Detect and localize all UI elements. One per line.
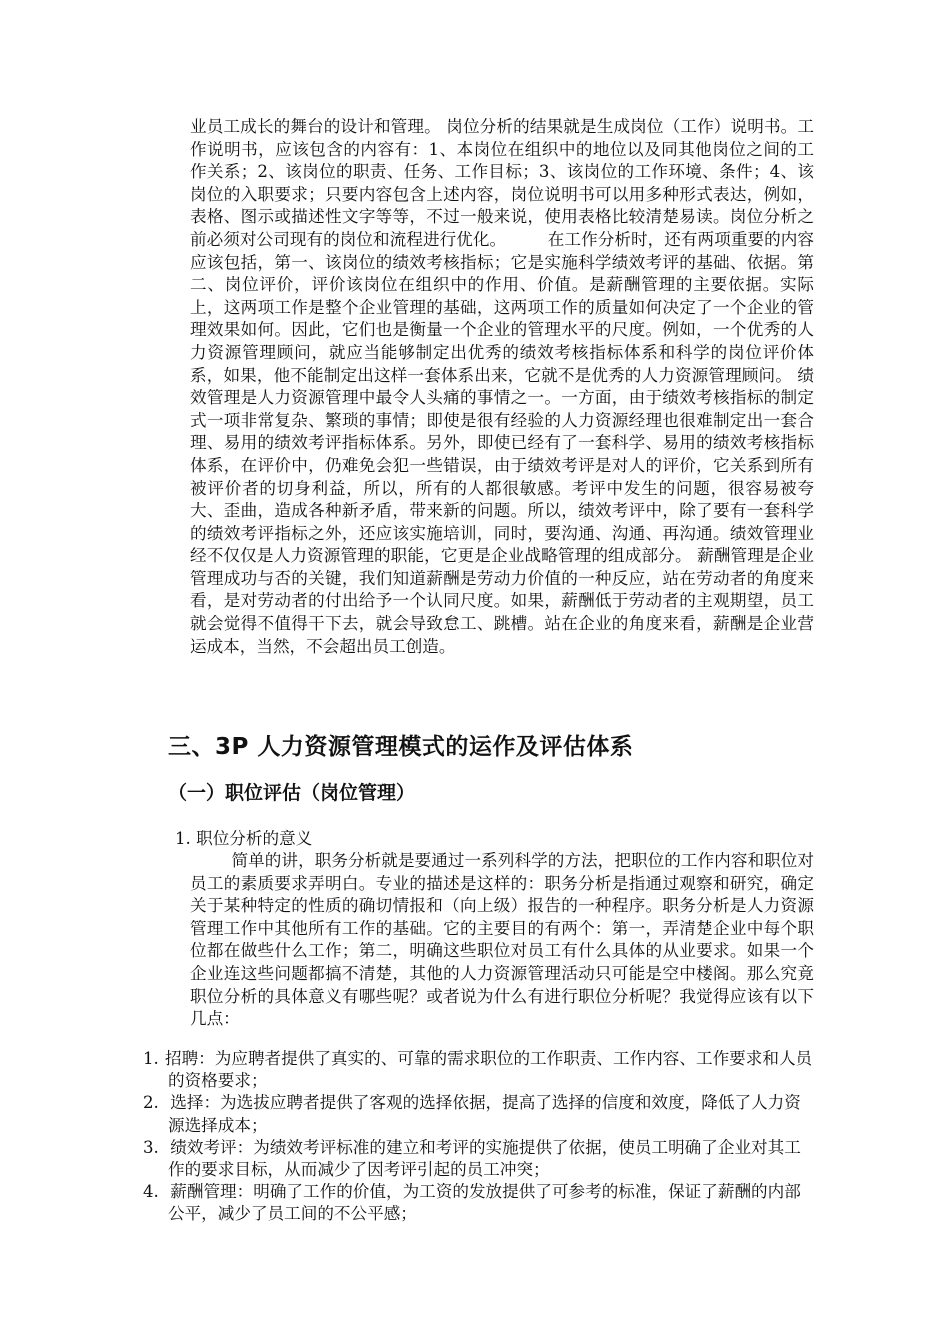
section-title: 三、3P 人力资源管理模式的运作及评估体系 [168,734,634,760]
subsection-title: （一）职位评估（岗位管理） [168,782,416,804]
list-item-text: 薪酬管理：明确了工作的价值，为工资的发放提供了可参考的标准，保证了薪酬的内部公平，减少了员工间的不公平感； [165,1182,801,1224]
numbered-list [143,1048,815,1226]
body-paragraph-meaning: 简单的讲，职务分析就是要通过一系列科学的方法，把职位的工作内容和职位对员工的素质要求弄明白。专业的描述是这样的：职务分析是指通过观察和研究，确定关于某种特定的性质的确切情报和（向上级）报告的一种程序。职务分析是人力资源管理工作中其他所有工作的基础。它的主要目的有两个：第一，弄清楚企业中每个职位都在做些什么工作；第二，明确这些职位对员工有什么具体的从业要求。如果一个企业连这些问题都搞不清楚，其他的人力资源管理活动只可能是空中楼阁。那么究竟职位分析的具体意义有哪些呢？或者说为什么有进行职位分析呢？我觉得应该有以下几点： [190,851,814,1029]
list-item-number: 4. [143,1182,159,1202]
list-item-number: 2. [143,1093,159,1113]
list-item [143,1048,815,1092]
item-heading: 1. 职位分析的意义 [175,829,313,848]
list-item [143,1092,815,1136]
list-item [143,1181,815,1225]
body-paragraph-intro: 业员工成长的舞台的设计和管理。 岗位分析的结果就是生成岗位（工作）说明书。工作说明书，应该包含的内容有：1、本岗位在组织中的地位以及同其他岗位之间的工作关系；2、该岗位的职责、任务、工作目标；3、该岗位的工作环境、条件；4、该岗位的入职要求；只要内容包含上述内容，岗位说明书可以用多种形式表达，例如，表格、图示或描述性文字等等，不过一般来说，使用表格比较清楚易读。岗位分析之前必须对公司现有的岗位和流程进行优化。 在工作分析时，还有两项重要的内容应该包括，第一、该岗位的绩效考核指标；它是实施科学绩效考评的基础、依据。第二、岗位评价，评价该岗位在组织中的作用、价值。是薪酬管理的主要依据。实际上，这两项工作是整个企业管理的基础，这两项工作的质量如何决定了一个企业的管理效果如何。因此，它们也是衡量一个企业的管理水平的尺度。例如，一个优秀的人力资源管理顾问，就应当能够制定出优秀的绩效考核指标体系和科学的岗位评价体系，如果，他不能制定出这样一套体系出来，它就不是优秀的人力资源管理顾问。 绩效管理是人力资源管理中最令人头痛的事情之一。一方面，由于绩效考核指标的制定式一项非常复杂、繁琐的事情；即使是很有经验的人力资源经理也很难制定出一套合理、易用的绩效考评指标体系。另外，即使已经有了一套科学、易用的绩效考核指标体系，在评价中，仍难免会犯一些错误，由于绩效考评是对人的评价，它关系到所有被评价者的切身利益，所以，所有的人都很敏感。考评中发生的问题，很容易被夸大、歪曲，造成各种新矛盾，带来新的问题。所以，绩效考评中，除了要有一套科学的绩效考评指标之外，还应该实施培训，同时，要沟通、沟通、再沟通。绩效管理业经不仅仅是人力资源管理的职能，它更是企业战略管理的组成部分。 薪酬管理是企业管理成功与否的关键，我们知道薪酬是劳动力价值的一种反应，站在劳动者的角度来看，是对劳动者的付出给予一个认同尺度。如果，薪酬低于劳动者的主观期望，员工就会觉得不值得干下去，就会导致怠工、跳槽。站在企业的角度来看，薪酬是企业营运成本，当然，不会超出员工创造。 [190,117,814,656]
list-item-text: 招聘：为应聘者提供了真实的、可靠的需求职位的工作职责、工作内容、工作要求和人员的资格要求； [165,1049,813,1091]
list-item-text: 选择：为选拔应聘者提供了客观的选择依据，提高了选择的信度和效度，降低了人力资源选择成本； [165,1093,801,1135]
list-item-text: 绩效考评：为绩效考评标准的建立和考评的实施提供了依据，使员工明确了企业对其工作的要求目标，从而减少了因考评引起的员工冲突； [165,1137,801,1180]
list-item [143,1137,815,1181]
list-item-number: 1. [143,1049,159,1068]
list-item-number: 3. [143,1137,159,1157]
